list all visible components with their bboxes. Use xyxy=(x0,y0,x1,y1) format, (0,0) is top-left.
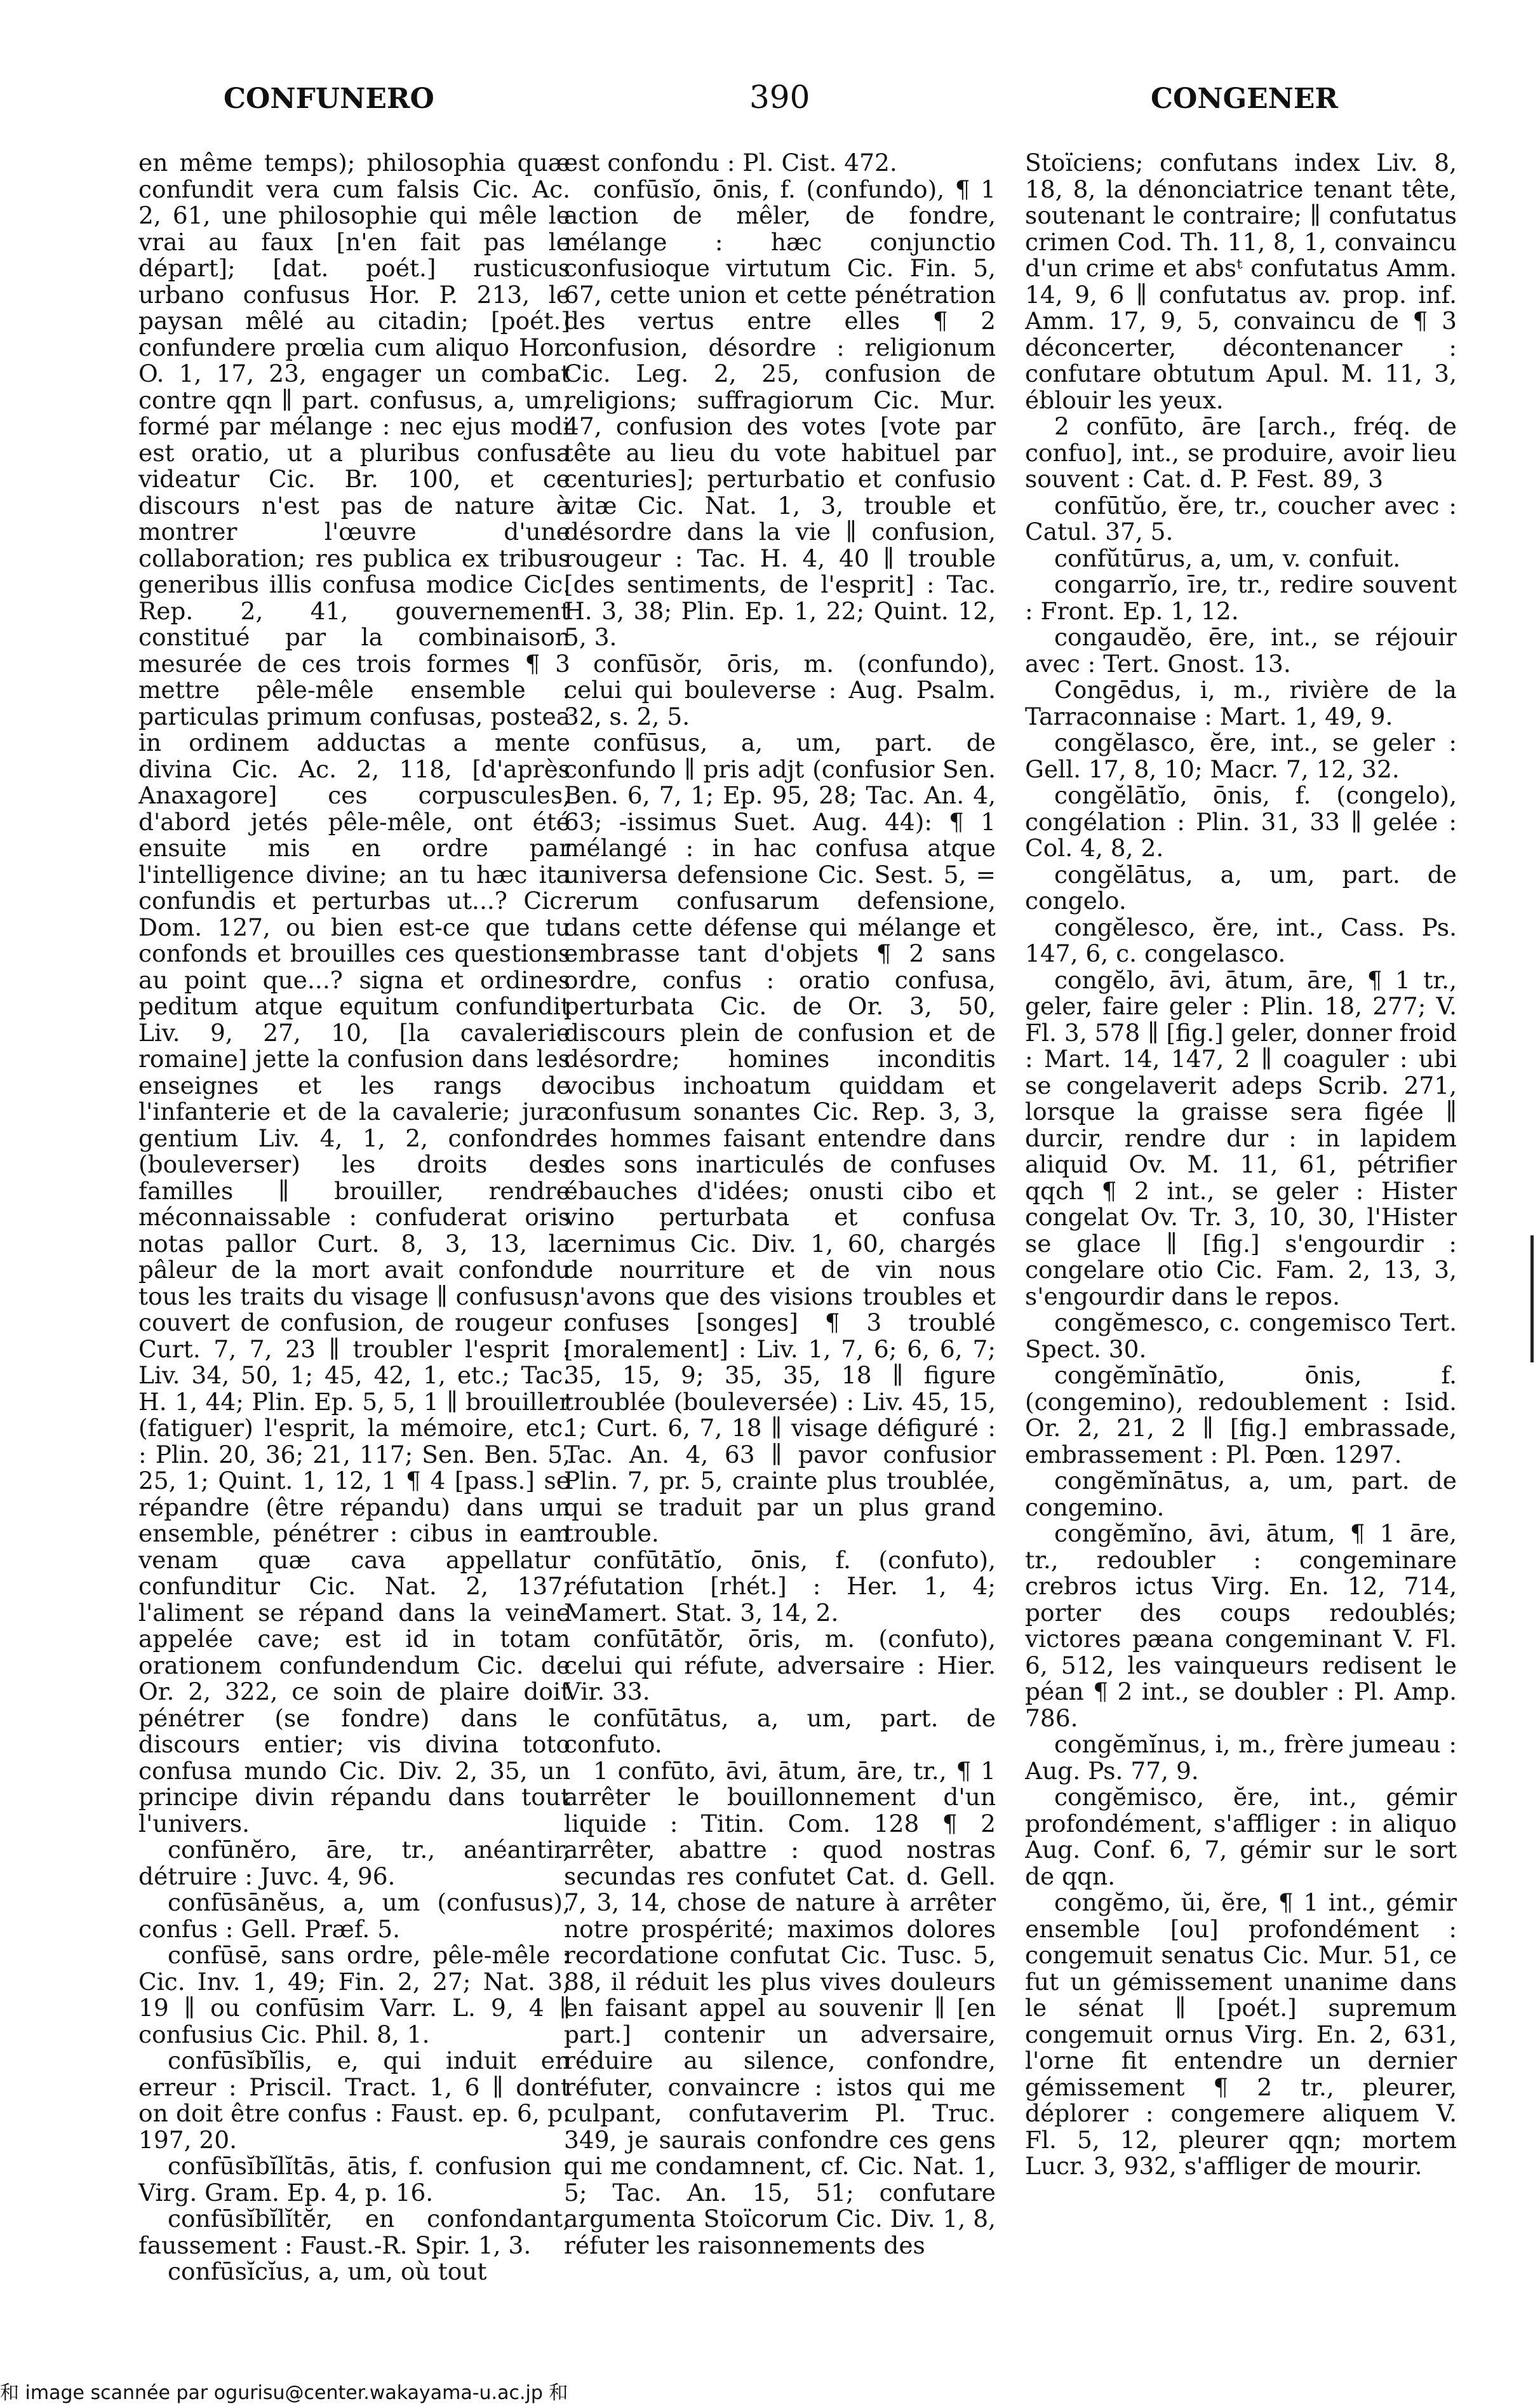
dictionary-entry: confūtātus, a, um, part. de confuto. xyxy=(564,1704,996,1758)
dictionary-entry: confūtŭo, ĕre, tr., coucher avec : Catul. 37, 5. xyxy=(1025,491,1457,546)
dictionary-entry: 1 confūto, āvi, ātum, āre, tr., ¶ 1 arrêter le bouillonnement d'un liquide : Titin. Com. 128 ¶ 2 arrêter, abattre : quod nostras secundas res confutet Cat. d. Gell. 7, 3, 14, chose de nature à arrêter notre prospérité; maximos dolores recordatione confutat Cic. Tusc. 5, 88, il réduit les plus vives douleurs en faisant appel au souvenir ∥ [en part.] contenir un adversaire, réduire au silence, confondre, réfuter, convaincre : istos qui me culpant, confutaverim Pl. Truc. 349, je saurais confondre ces gens qui me condamnent, cf. Cic. Nat. 1, 5; Tac. An. 15, 51; confutare argumenta Stoïcorum Cic. Div. 1, 8, réfuter les raisonnements des xyxy=(564,1756,996,2259)
scan-credit: 和 image scannée par ogurisu@center.wakayama-u.ac.jp 和 xyxy=(0,2382,568,2404)
dictionary-entry: congĕlasco, ĕre, int., se geler : Gell. 17, 8, 10; Macr. 7, 12, 32. xyxy=(1025,729,1457,783)
dictionary-entry: congĕlesco, ĕre, int., Cass. Ps. 147, 6, c. congelasco. xyxy=(1025,913,1457,967)
dictionary-entry: congĕmo, ŭi, ĕre, ¶ 1 int., gémir ensemble [ou] profondément : congemuit senatus Cic. Mur. 51, ce fut un gémissement unanime dans le sénat ∥ [poét.] supremum congemuit ornus Virg. En. 2, 631, l'orne fit entendre un dernier gémissement ¶ 2 tr., pleurer, déplorer : congemere aliquem V. Fl. 5, 12, pleurer qqn; mortem Lucr. 3, 932, s'affliger de mourir. xyxy=(1025,1888,1457,2180)
dictionary-entry: congaudĕo, ēre, int., se réjouir avec : Tert. Gnost. 13. xyxy=(1025,623,1457,678)
dictionary-entry: confūtātŏr, ōris, m. (confuto), celui qui réfute, adversaire : Hier. Vir. 33. xyxy=(564,1625,996,1705)
dictionary-entry: congĕlātus, a, um, part. de congelo. xyxy=(1025,860,1457,915)
dictionary-entry: congĕmĭnātĭo, ōnis, f. (congemino), redoublement : Isid. Or. 2, 21, 2 ∥ [fig.] embrassade, embrassement : Pl. Pœn. 1297. xyxy=(1025,1361,1457,1468)
page-header xyxy=(0,79,1540,133)
left-guide-word: CONFUNERO xyxy=(224,83,434,115)
entry-continuation: en même temps); philosophia quæ confundit vera cum falsis Cic. Ac. 2, 61, une philosophie qui mêle le vrai au faux [n'en fait pas le départ]; [dat. poét.] rusticus urbano confusus Hor. P. 213, le paysan mêlé au citadin; [poét.] confundere prœlia cum aliquo Hor. O. 1, 17, 23, engager un combat contre qqn ∥ part. confusus, a, um, formé par mélange : nec ejus modi est oratio, ut a pluribus confusa videatur Cic. Br. 100, et ce discours n'est pas de nature à montrer l'œuvre d'une collaboration; res publica ex tribus generibus illis confusa modice Cic. Rep. 2, 41, gouvernement constitué par la combinaison mesurée de ces trois formes ¶ 3 mettre pêle-mêle ensemble : particulas primum confusas, postea in ordinem adductas a mente divina Cic. Ac. 2, 118, [d'après Anaxagore] ces corpuscules, d'abord jetés pêle-mêle, ont été ensuite mis en ordre par l'intelligence divine; an tu hæc ita confundis et perturbas ut...? Cic. Dom. 127, ou bien est-ce que tu confonds et brouilles ces questions au point que...? signa et ordines peditum atque equitum confundit Liv. 9, 27, 10, [la cavalerie romaine] jette la confusion dans les enseignes et les rangs de l'infanterie et de la cavalerie; jura gentium Liv. 4, 1, 2, confondre (bouleverser) les droits des familles ∥ brouiller, rendre méconnaissable : confuderat oris notas pallor Curt. 8, 3, 13, la pâleur de la mort avait confondu tous les traits du visage ∥ confusus, couvert de confusion, de rougeur : Curt. 7, 7, 23 ∥ troubler l'esprit : Liv. 34, 50, 1; 45, 42, 1, etc.; Tac. H. 1, 44; Plin. Ep. 5, 5, 1 ∥ brouiller (fatiguer) l'esprit, la mémoire, etc. : Plin. 20, 36; 21, 117; Sen. Ben. 5, 25, 1; Quint. 1, 12, 1 ¶ 4 [pass.] se répandre (être répandu) dans un ensemble, pénétrer : cibus in eam venam quæ cava appellatur confunditur Cic. Nat. 2, 137, l'aliment se répand dans la veine appelée cave; est id in totam orationem confundendum Cic. de Or. 2, 322, ce soin de plaire doit pénétrer (se fondre) dans le discours entier; vis divina toto confusa mundo Cic. Div. 2, 35, un principe divin répandu dans tout l'univers. xyxy=(138,150,570,1838)
dictionary-entry: congĕlātĭo, ōnis, f. (congelo), congélation : Plin. 31, 33 ∥ gelée : Col. 4, 8, 2. xyxy=(1025,781,1457,862)
dictionary-entry: confūsĭo, ōnis, f. (confundo), ¶ 1 action de mêler, de fondre, mélange : hæc conjunctio confusioque virtutum Cic. Fin. 5, 67, cette union et cette pénétration des vertus entre elles ¶ 2 confusion, désordre : religionum Cic. Leg. 2, 25, confusion de religions; suffragiorum Cic. Mur. 47, confusion des votes [vote par tête au lieu du vote habituel par centuries]; perturbatio et confusio vitæ Cic. Nat. 1, 3, trouble et désordre dans la vie ∥ confusion, rougeur : Tac. H. 4, 40 ∥ trouble [des sentiments, de l'esprit] : Tac. H. 3, 38; Plin. Ep. 1, 22; Quint. 12, 5, 3. xyxy=(564,175,996,651)
dictionary-entry: congĕlo, āvi, ātum, āre, ¶ 1 tr., geler, faire geler : Plin. 18, 277; V. Fl. 3, 578 ∥ [fig.] geler, donner froid : Mart. 14, 147, 2 ∥ coaguler : ubi se congelaverit adeps Scrib. 271, lorsque la graisse sera figée ∥ durcir, rendre dur : in lapidem aliquid Ov. M. 11, 61, pétrifier qqch ¶ 2 int., se geler : Hister congelat Ov. Tr. 3, 10, 30, l'Hister se glace ∥ [fig.] s'engourdir : congelare otio Cic. Fam. 2, 13, 3, s'engourdir dans le repos. xyxy=(1025,965,1457,1310)
right-guide-word: CONGENER xyxy=(1151,83,1339,115)
dictionary-entry: 2 confūto, āre [arch., fréq. de confuo], int., se produire, avoir lieu souvent : Cat. d. P. Fest. 89, 3 xyxy=(1025,412,1457,493)
dictionary-entry: congĕmisco, ĕre, int., gémir profondément, s'affliger : in aliquo Aug. Conf. 6, 7, gémir sur le sort de qqn. xyxy=(1025,1783,1457,1890)
dictionary-entry: congarrĭo, īre, tr., redire souvent : Front. Ep. 1, 12. xyxy=(1025,570,1457,625)
entry-continuation: est confondu : Pl. Cist. 472. xyxy=(564,150,897,177)
column-left xyxy=(138,150,570,2322)
dictionary-entry: confūnĕro, āre, tr., anéantir, détruire : Juvc. 4, 96. xyxy=(138,1836,570,1890)
dictionary-entry: confūsŏr, ōris, m. (confundo), celui qui bouleverse : Aug. Psalm. 32, s. 2, 5. xyxy=(564,649,996,730)
dictionary-entry: confŭtūrus, a, um, v. confuit. xyxy=(1054,544,1401,572)
dictionary-entry: congĕmĭno, āvi, ātum, ¶ 1 āre, tr., redoubler : congeminare crebros ictus Virg. En. 12, 714, porter des coups redoublés; victores pæana congeminant V. Fl. 6, 512, les vainqueurs redisent le péan ¶ 2 int., se doubler : Pl. Amp. 786. xyxy=(1025,1519,1457,1732)
dictionary-entry: confūtātĭo, ōnis, f. (confuto), réfutation [rhét.] : Her. 1, 4; Mamert. Stat. 3, 14, 2. xyxy=(564,1545,996,1627)
dictionary-entry: confūsānĕus, a, um (confusus), confus : Gell. Præf. 5. xyxy=(138,1888,570,1943)
dictionary-entry: congĕmesco, c. congemisco Tert. Spect. 30. xyxy=(1025,1308,1457,1363)
dictionary-entry: confūsĭcĭus, a, um, où tout xyxy=(168,2257,487,2285)
entry-continuation: Stoïciens; confutans index Liv. 8, 18, 8, la dénonciatrice tenant tête, soutenant le contraire; ∥ confutatus crimen Cod. Th. 11, 8, 1, convaincu d'un crime et absᵗ confutatus Amm. 14, 9, 6 ∥ confutatus av. prop. inf. Amm. 17, 9, 5, convaincu de ¶ 3 déconcerter, décontenancer : confutare obtutum Apul. M. 11, 3, éblouir les yeux. xyxy=(1025,150,1457,414)
dictionary-entry: confūsē, sans ordre, pêle-mêle : Cic. Inv. 1, 49; Fin. 2, 27; Nat. 3, 19 ∥ ou confūsim Varr. L. 9, 4 ∥ confusius Cic. Phil. 8, 1. xyxy=(138,1941,570,2048)
dictionary-entry: confūsus, a, um, part. de confundo ∥ pris adjt (confusior Sen. Ben. 6, 7, 1; Ep. 95, 28; Tac. An. 4, 63; -issimus Suet. Aug. 44): ¶ 1 mélangé : in hac confusa atque universa defensione Cic. Sest. 5, = rerum confusarum defensione, dans cette défense qui mélange et embrasse tant d'objets ¶ 2 sans ordre, confus : oratio confusa, perturbata Cic. de Or. 3, 50, discours plein de confusion et de désordre; homines inconditis vocibus inchoatum quiddam et confusum sonantes Cic. Rep. 3, 3, les hommes faisant entendre dans des sons inarticulés de confuses ébauches d'idées; onusti cibo et vino perturbata et confusa cernimus Cic. Div. 1, 60, chargés de nourriture et de vin nous n'avons que des visions troubles et confuses [songes] ¶ 3 troublé [moralement] : Liv. 1, 7, 6; 6, 6, 7; 35, 15, 9; 35, 35, 18 ∥ figure troublée (bouleversée) : Liv. 45, 15, 1; Curt. 6, 7, 18 ∥ visage défiguré : Tac. An. 4, 63 ∥ pavor confusior Plin. 7, pr. 5, crainte plus troublée, qui se traduit par un plus grand trouble. xyxy=(564,729,996,1547)
dictionary-entry: confūsĭbĭlĭtĕr, en confondant, faussement : Faust.-R. Spir. 1, 3. xyxy=(138,2205,570,2259)
dictionary-entry: congĕmĭnus, i, m., frère jumeau : Aug. Ps. 77, 9. xyxy=(1025,1730,1457,1785)
column-middle xyxy=(564,150,996,2322)
margin-rule xyxy=(1530,1235,1534,1362)
dictionary-entry: Congēdus, i, m., rivière de la Tarraconnaise : Mart. 1, 49, 9. xyxy=(1025,676,1457,730)
column-right xyxy=(1025,150,1457,2322)
page-number: 390 xyxy=(749,79,810,116)
dictionary-entry: confūsĭbĭlĭtās, ātis, f. confusion : Virg. Gram. Ep. 4, p. 16. xyxy=(138,2152,570,2207)
dictionary-entry: congĕmĭnātus, a, um, part. de congemino. xyxy=(1025,1467,1457,1521)
dictionary-entry: confūsĭbĭlis, e, qui induit en erreur : Priscil. Tract. 1, 6 ∥ dont on doit être confus : Faust. ep. 6, p. 197, 20. xyxy=(138,2046,570,2154)
